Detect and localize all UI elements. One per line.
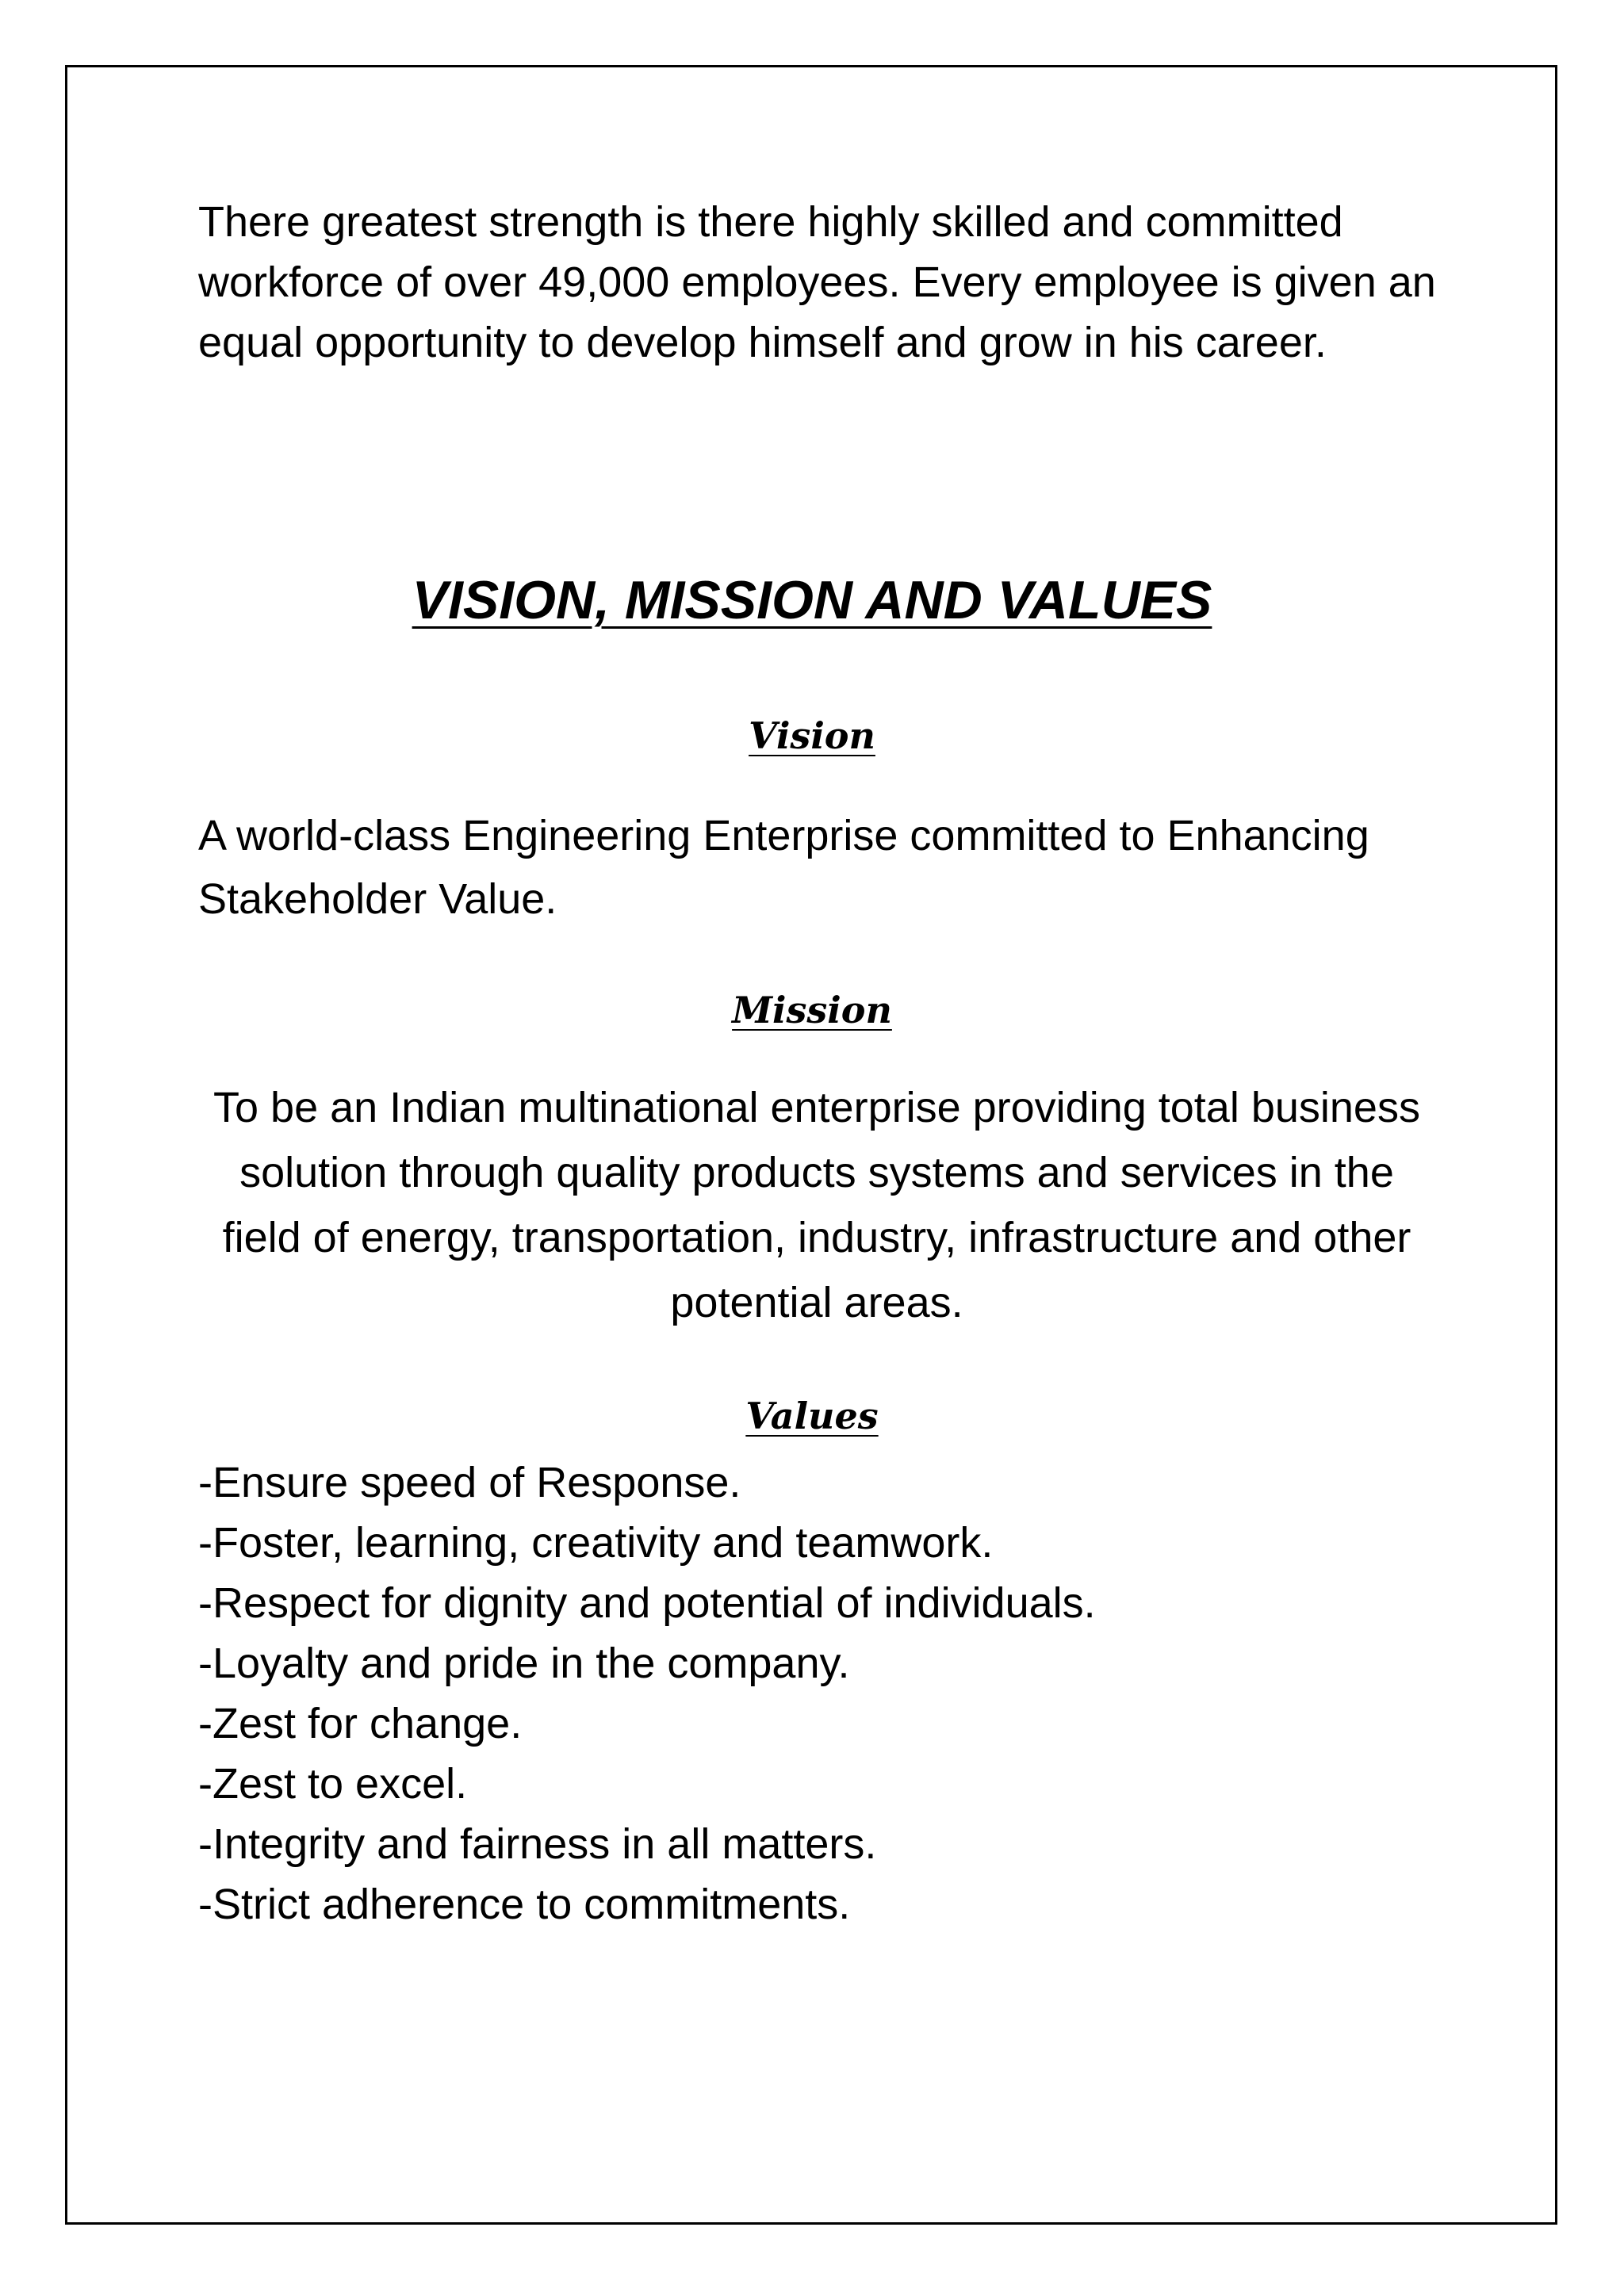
values-item: -Foster, learning, creativity and teamwork. <box>198 1519 994 1567</box>
intro-paragraph: There greatest strength is there highly skilled and committed workforce of over 49,000 employees. Every employee is given an equal opportunity to develop himself and grow in his career. <box>198 198 1436 366</box>
page-title-text: VISION, MISSION AND VALUES <box>412 570 1212 630</box>
values-item: -Zest for change. <box>198 1700 523 1747</box>
mission-paragraph: To be an Indian multinational enterprise providing total business solution through quality products systems and services in the field of energy, transportation, industry, infrastructure and other potential areas. <box>213 1084 1420 1326</box>
values-heading <box>0 1391 1624 1441</box>
vision-paragraph: A world-class Engineering Enterprise committed to Enhancing Stakeholder Value. <box>198 812 1369 923</box>
mission-heading-text: Mission <box>732 989 892 1031</box>
values-item: -Ensure speed of Response. <box>198 1459 741 1506</box>
values-item: -Zest to excel. <box>198 1760 468 1808</box>
values-heading-text: Values <box>745 1395 879 1437</box>
values-item: -Integrity and fairness in all matters. <box>198 1820 877 1868</box>
values-item: -Loyalty and pride in the company. <box>198 1640 850 1687</box>
page-title <box>0 564 1624 636</box>
mission-heading <box>0 985 1624 1035</box>
vision-heading <box>0 710 1624 761</box>
vision-heading-text: Vision <box>749 714 875 757</box>
values-item: -Strict adherence to commitments. <box>198 1881 851 1928</box>
values-list <box>198 1452 1435 1934</box>
values-item: -Respect for dignity and potential of individuals. <box>198 1579 1096 1627</box>
